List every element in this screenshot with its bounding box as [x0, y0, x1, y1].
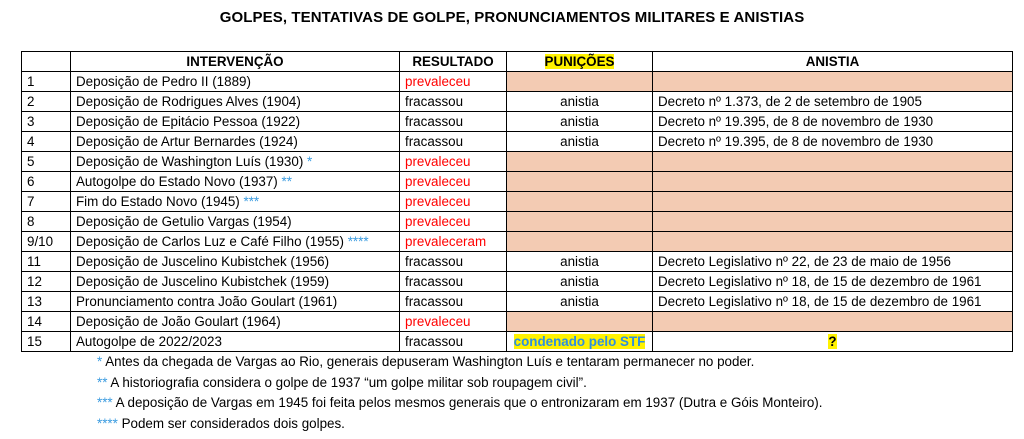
row-resultado: fracassou	[400, 292, 507, 312]
row-resultado: fracassou	[400, 132, 507, 152]
header-anistia: ANISTIA	[653, 52, 1013, 72]
row-resultado: prevaleceu	[400, 72, 507, 92]
table-row	[22, 312, 1013, 332]
row-anistia	[653, 312, 1013, 332]
intervencao-text: Deposição de Epitácio Pessoa (1922)	[76, 113, 301, 129]
intervencao-text: Deposição de Juscelino Kubistchek (1959)	[76, 273, 330, 289]
row-resultado: prevaleceu	[400, 152, 507, 172]
row-anistia: Decreto nº 19.395, de 8 de novembro de 1930	[653, 132, 1013, 152]
row-punicoes	[507, 312, 653, 332]
table-header-row	[22, 52, 1013, 72]
header-resultado: RESULTADO	[400, 52, 507, 72]
row-anistia: Decreto Legislativo nº 18, de 15 de dezembro de 1961	[653, 272, 1013, 292]
footnote-marker: ****	[347, 233, 369, 249]
table-row	[22, 252, 1013, 272]
row-resultado: fracassou	[400, 252, 507, 272]
row-anistia: Decreto Legislativo nº 18, de 15 de dezembro de 1961	[653, 292, 1013, 312]
row-punicoes	[507, 152, 653, 172]
row-resultado: prevaleceu	[400, 192, 507, 212]
row-punicoes	[507, 212, 653, 232]
footnote	[97, 352, 822, 373]
footnote-marker: *	[97, 354, 103, 369]
row-punicoes: anistia	[507, 272, 653, 292]
row-number: 7	[22, 192, 71, 212]
row-punicoes	[507, 232, 653, 252]
table-row	[22, 192, 1013, 212]
intervencao-text: Deposição de Washington Luís (1930)	[76, 153, 304, 169]
row-punicoes	[507, 72, 653, 92]
coup-table	[21, 51, 1013, 352]
row-resultado: prevaleceu	[400, 172, 507, 192]
row-punicoes: anistia	[507, 132, 653, 152]
row-intervencao	[71, 272, 400, 292]
footnote-marker: ****	[97, 415, 118, 431]
table-row	[22, 212, 1013, 232]
row-intervencao	[71, 292, 400, 312]
row-punicoes: anistia	[507, 112, 653, 132]
intervencao-text: Deposição de Rodrigues Alves (1904)	[76, 93, 301, 109]
row-intervencao	[71, 232, 400, 252]
row-number: 5	[22, 152, 71, 172]
row-number: 12	[22, 272, 71, 292]
row-number: 13	[22, 292, 71, 312]
intervencao-text: Deposição de Pedro II (1889)	[76, 73, 251, 89]
intervencao-text: Deposição de Artur Bernardes (1924)	[76, 133, 298, 149]
row-resultado: prevaleceu	[400, 312, 507, 332]
row-punicoes: anistia	[507, 252, 653, 272]
intervencao-text: Pronunciamento contra João Goulart (1961)	[76, 293, 338, 309]
table-row	[22, 152, 1013, 172]
footnote-marker: *	[307, 153, 313, 169]
row-number: 4	[22, 132, 71, 152]
row-intervencao	[71, 212, 400, 232]
intervencao-text: Deposição de Carlos Luz e Café Filho (1955)	[76, 233, 344, 249]
intervencao-text: Deposição de Juscelino Kubistchek (1956)	[76, 253, 330, 269]
header-intervencao: INTERVENÇÃO	[71, 52, 400, 72]
intervencao-text: Autogolpe do Estado Novo (1937)	[76, 173, 278, 189]
page-title: GOLPES, TENTATIVAS DE GOLPE, PRONUNCIAMENTOS MILITARES E ANISTIAS	[219, 9, 805, 26]
footnote-marker: **	[281, 173, 292, 189]
punicoes-highlight: PUNIÇÕES	[544, 53, 615, 69]
table-row	[22, 132, 1013, 152]
row-anistia	[653, 232, 1013, 252]
table-row	[22, 292, 1013, 312]
header-punicoes	[507, 52, 653, 72]
row-number: 9/10	[22, 232, 71, 252]
footnote-marker: ***	[97, 395, 113, 410]
row-intervencao	[71, 92, 400, 112]
row-number: 2	[22, 92, 71, 112]
row-number: 15	[22, 332, 71, 352]
footnote-marker: **	[97, 374, 108, 390]
footnote	[97, 414, 822, 435]
footnote-text: Antes da chegada de Vargas ao Rio, generais depuseram Washington Luís e tentaram permanecer no poder.	[105, 354, 755, 369]
footnotes	[97, 352, 822, 434]
row-punicoes: anistia	[507, 92, 653, 112]
intervencao-text: Deposição de Getulio Vargas (1954)	[76, 213, 292, 229]
row-number: 14	[22, 312, 71, 332]
row-intervencao	[71, 152, 400, 172]
row-punicoes	[507, 172, 653, 192]
header-number	[22, 52, 71, 72]
footnote	[97, 373, 822, 394]
table-row	[22, 272, 1013, 292]
row-resultado: fracassou	[400, 332, 507, 352]
row-number: 8	[22, 212, 71, 232]
row-resultado: fracassou	[400, 112, 507, 132]
row-punicoes: anistia	[507, 292, 653, 312]
row-resultado: fracassou	[400, 272, 507, 292]
row-number: 1	[22, 72, 71, 92]
anistia-question-highlight: ?	[828, 333, 837, 349]
footnote-text: Podem ser considerados dois golpes.	[121, 415, 345, 431]
row-intervencao	[71, 252, 400, 272]
row-anistia: Decreto nº 1.373, de 2 de setembro de 1905	[653, 92, 1013, 112]
footnote-marker: ***	[243, 193, 260, 209]
row-resultado: fracassou	[400, 92, 507, 112]
row-resultado: prevaleceu	[400, 212, 507, 232]
table-row	[22, 172, 1013, 192]
table-row	[22, 332, 1013, 352]
row-intervencao	[71, 132, 400, 152]
row-anistia	[653, 72, 1013, 92]
row-anistia	[653, 172, 1013, 192]
table-row	[22, 112, 1013, 132]
row-punicoes	[507, 332, 653, 352]
footnote-text: A historiografia considera o golpe de 1937 “um golpe militar sob roupagem civil”.	[110, 374, 587, 390]
row-intervencao	[71, 312, 400, 332]
row-anistia	[653, 332, 1013, 352]
row-anistia	[653, 212, 1013, 232]
row-anistia: Decreto Legislativo nº 22, de 23 de maio de 1956	[653, 252, 1013, 272]
row-number: 11	[22, 252, 71, 272]
intervencao-text: Deposição de João Goulart (1964)	[76, 313, 281, 329]
row-intervencao	[71, 332, 400, 352]
intervencao-text: Fim do Estado Novo (1945)	[76, 193, 240, 209]
row-intervencao	[71, 172, 400, 192]
intervencao-text: Autogolpe de 2022/2023	[76, 333, 222, 349]
row-number: 6	[22, 172, 71, 192]
table-row	[22, 92, 1013, 112]
footnote-text: A deposição de Vargas em 1945 foi feita pelos mesmos generais que o entronizaram em 1937 (Dutra e Góis Monteiro).	[115, 395, 823, 410]
row-resultado: prevaleceram	[400, 232, 507, 252]
table-row	[22, 232, 1013, 252]
row-number: 3	[22, 112, 71, 132]
row-intervencao	[71, 192, 400, 212]
row-anistia	[653, 192, 1013, 212]
table-body	[22, 72, 1013, 352]
row-punicoes	[507, 192, 653, 212]
row-intervencao	[71, 72, 400, 92]
punicao-highlight: condenado pelo STF	[513, 333, 646, 349]
row-anistia: Decreto nº 19.395, de 8 de novembro de 1930	[653, 112, 1013, 132]
footnote	[97, 393, 822, 414]
row-intervencao	[71, 112, 400, 132]
table-row	[22, 72, 1013, 92]
row-anistia	[653, 152, 1013, 172]
